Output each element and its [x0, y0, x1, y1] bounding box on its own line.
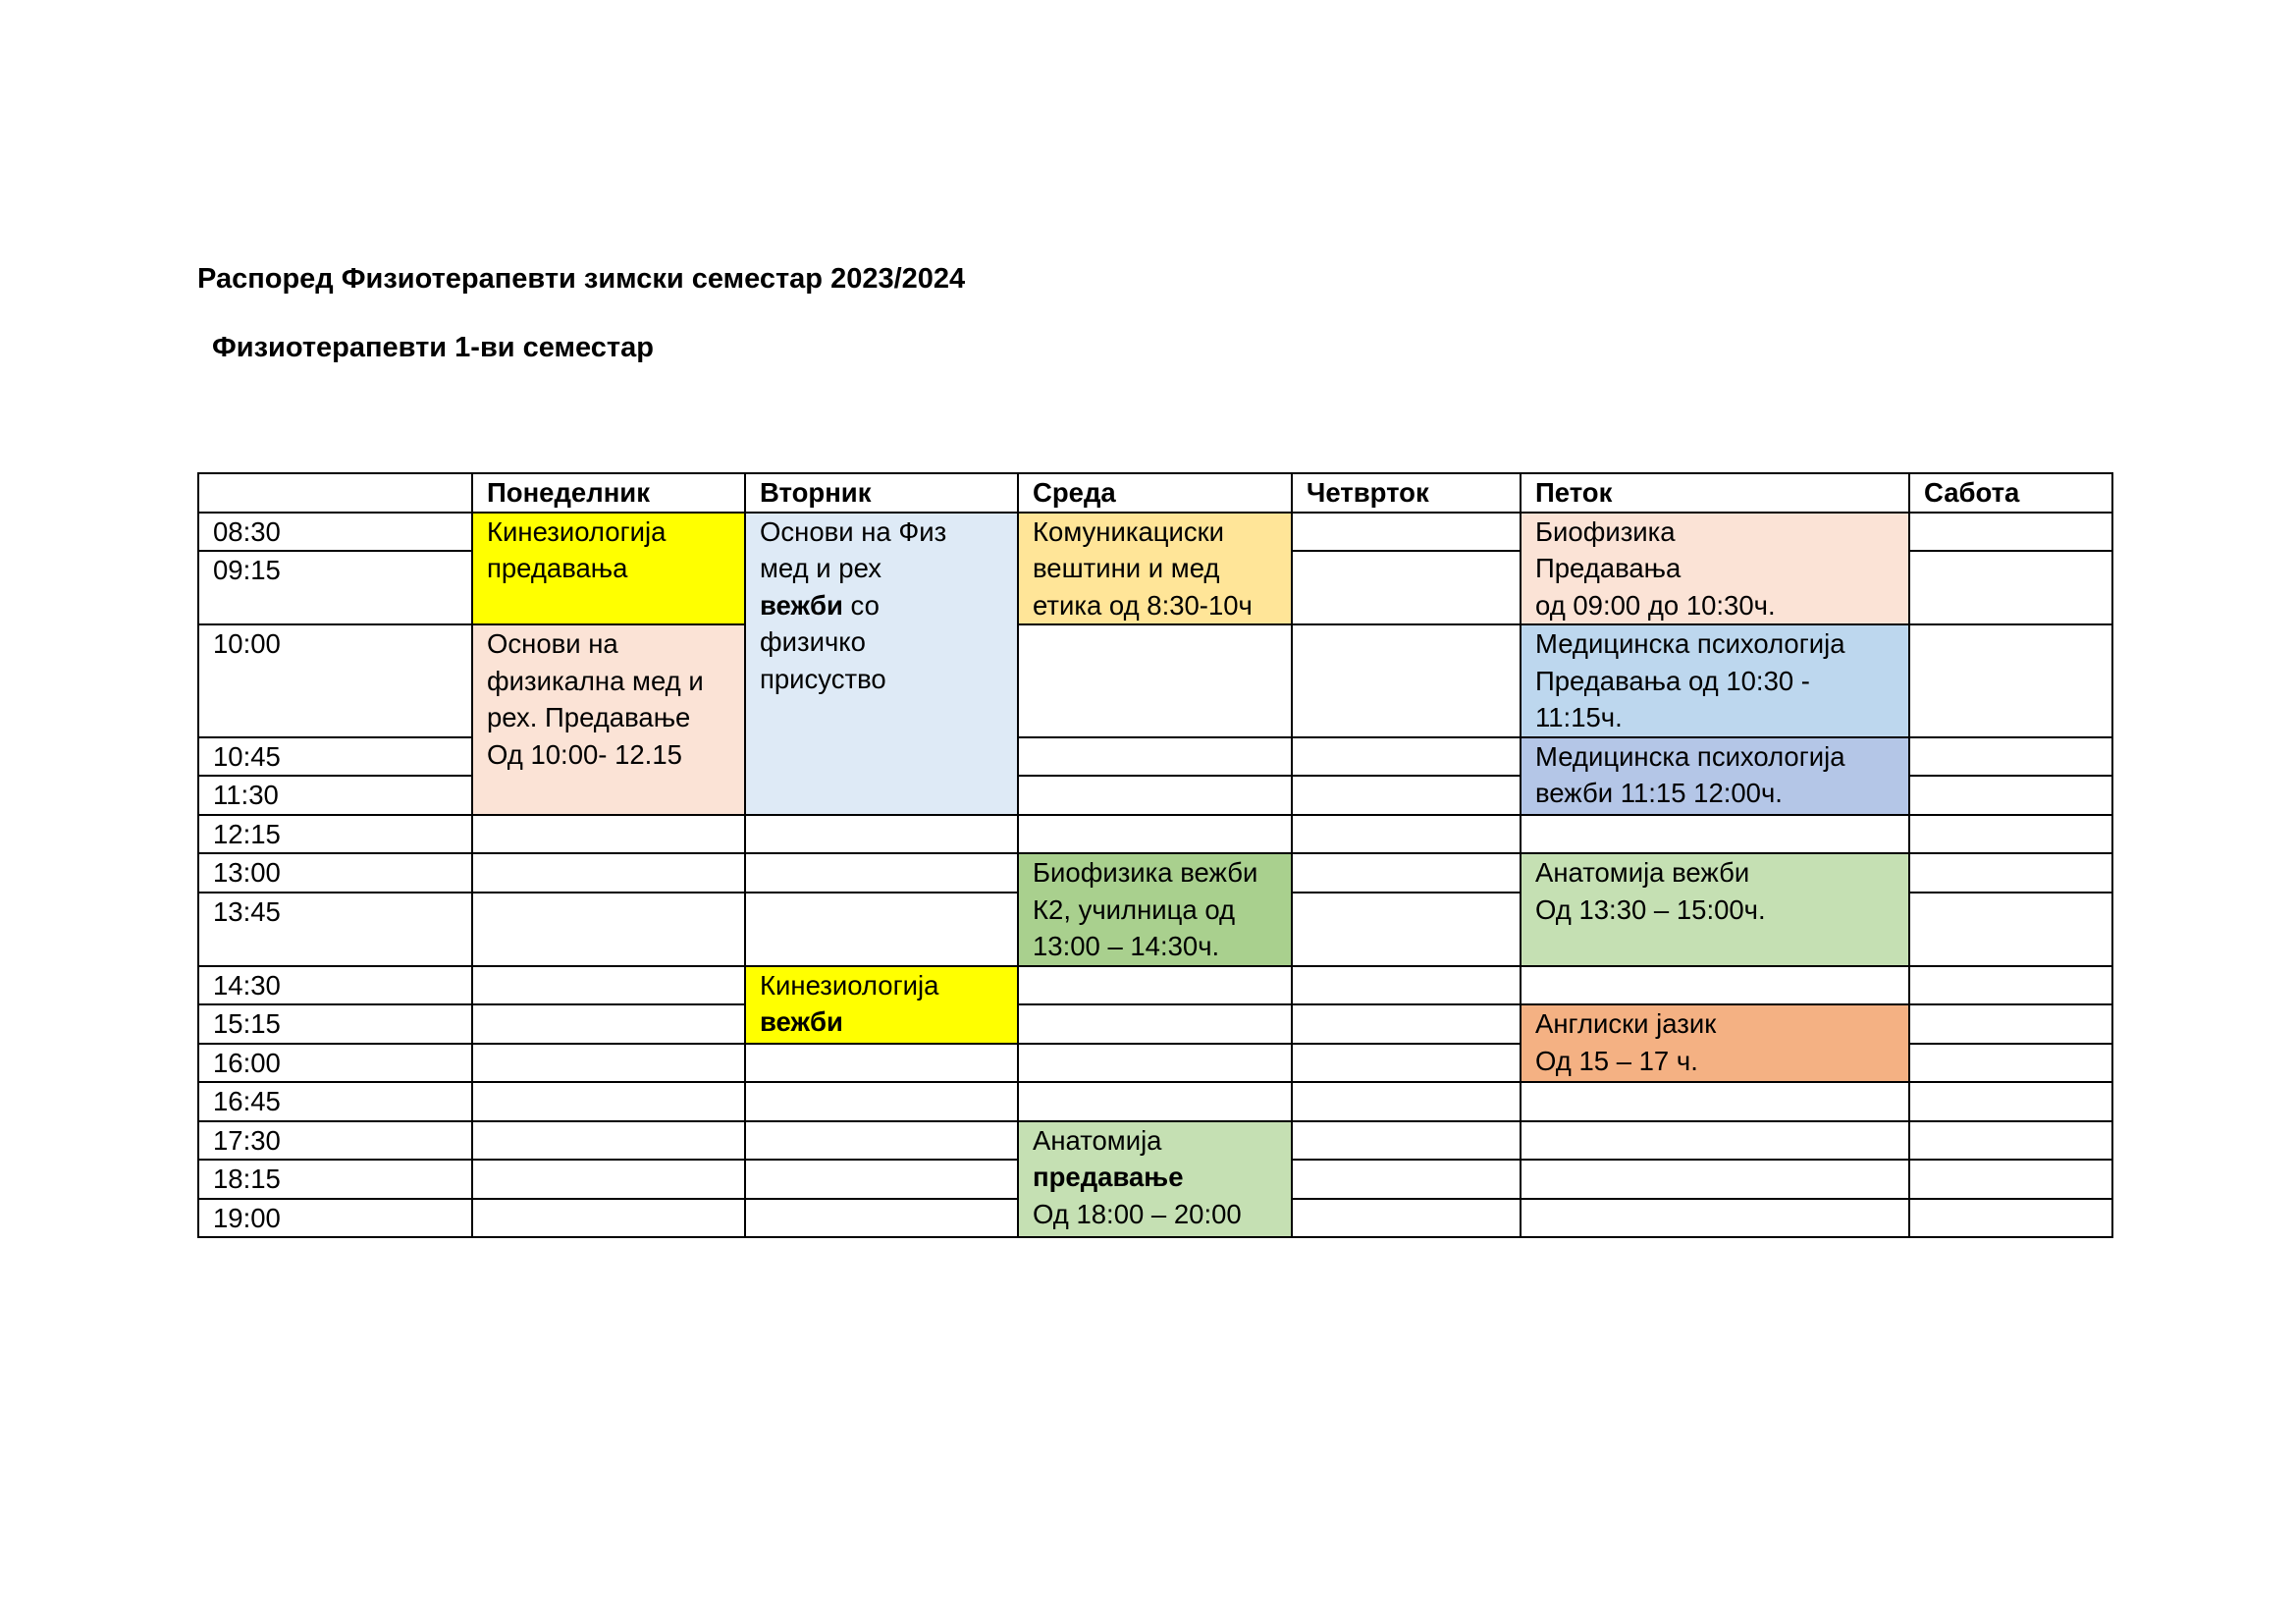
- empty-cell: [1521, 815, 1909, 854]
- event-text: Од 13:30 – 15:00ч.: [1535, 893, 1766, 925]
- empty-cell: [472, 815, 745, 854]
- empty-cell: [1909, 1082, 2112, 1121]
- empty-cell: [1292, 893, 1521, 966]
- header-day: Понеделник: [472, 473, 745, 513]
- empty-cell: [1909, 1160, 2112, 1199]
- event-text: Биофизика: [1535, 515, 1676, 547]
- event-wed-komunikaciski: [1018, 513, 1292, 625]
- empty-cell: [1909, 1044, 2112, 1083]
- event-mon-kinesiology-lecture: [472, 513, 745, 625]
- empty-cell: [1018, 624, 1292, 737]
- event-text: Кинезиологија: [760, 969, 939, 1001]
- event-text: Од 10:00- 12.15: [487, 738, 682, 770]
- event-text: [1033, 1159, 1291, 1196]
- empty-cell: [1292, 1004, 1521, 1044]
- event-text: мед и рех: [760, 553, 882, 583]
- empty-cell: [1292, 1199, 1521, 1238]
- event-text: етика од 8:30-10ч: [1033, 589, 1253, 621]
- empty-cell: [1909, 1121, 2112, 1161]
- empty-cell: [1292, 513, 1521, 552]
- time-cell: 14:30: [198, 966, 472, 1005]
- empty-cell: [1909, 737, 2112, 777]
- event-fri-angliski: [1521, 1004, 1909, 1082]
- event-text: со: [842, 589, 880, 621]
- empty-cell: [745, 1044, 1018, 1083]
- empty-cell: [1909, 815, 2112, 854]
- event-text: К2, училница од: [1033, 893, 1236, 925]
- time-cell: 13:45: [198, 893, 472, 966]
- empty-cell: [472, 1121, 745, 1161]
- empty-cell: [1292, 1044, 1521, 1083]
- table-row: [198, 513, 2112, 552]
- event-text: Од 15 – 17 ч.: [1535, 1045, 1698, 1076]
- event-text: [760, 587, 1017, 624]
- empty-cell: [472, 1082, 745, 1121]
- event-fri-biofizika-lecture: [1521, 513, 1909, 625]
- event-text: Медицинска психологија: [1535, 740, 1845, 772]
- time-cell: 17:30: [198, 1121, 472, 1161]
- empty-cell: [1292, 776, 1521, 815]
- table-row: [198, 1121, 2112, 1161]
- empty-cell: [1909, 966, 2112, 1005]
- empty-cell: [472, 893, 745, 966]
- event-tue-kinesiology-vezbi: [745, 966, 1018, 1044]
- event-text: вежби 11:15 12:00ч.: [1535, 778, 1783, 808]
- header-day: Сабота: [1909, 473, 2112, 513]
- header-day: Петок: [1521, 473, 1909, 513]
- event-text: рех. Предавање: [487, 702, 691, 732]
- event-text: Медицинска психологија: [1535, 628, 1845, 659]
- empty-cell: [1018, 966, 1292, 1005]
- table-row: [198, 966, 2112, 1005]
- time-cell: 12:15: [198, 815, 472, 854]
- event-text: Предавања од 10:30 -: [1535, 665, 1810, 696]
- time-cell: 18:15: [198, 1160, 472, 1199]
- empty-cell: [745, 853, 1018, 893]
- empty-cell: [1018, 737, 1292, 777]
- empty-cell: [1909, 893, 2112, 966]
- table-row: [198, 1004, 2112, 1044]
- time-cell: 16:00: [198, 1044, 472, 1083]
- event-text: Предавања: [1535, 553, 1682, 583]
- time-cell: 15:15: [198, 1004, 472, 1044]
- event-text: Анатомија вежби: [1535, 857, 1750, 888]
- header-time-corner: [198, 473, 472, 513]
- empty-cell: [1292, 1082, 1521, 1121]
- event-text: присуство: [760, 663, 886, 694]
- empty-cell: [1521, 966, 1909, 1005]
- document-title: Распоред Физиотерапевти зимски семестар 2023/2024: [197, 263, 966, 295]
- event-text: [760, 1003, 1017, 1041]
- empty-cell: [1909, 551, 2112, 624]
- event-text: Од 18:00 – 20:00: [1033, 1198, 1242, 1229]
- event-fri-med-psih-vezbi: [1521, 737, 1909, 815]
- header-day: Среда: [1018, 473, 1292, 513]
- event-text: Биофизика вежби: [1033, 857, 1258, 888]
- time-cell: 13:00: [198, 853, 472, 893]
- empty-cell: [1521, 1082, 1909, 1121]
- table-row: [198, 624, 2112, 737]
- empty-cell: [745, 815, 1018, 854]
- table-row: [198, 853, 2112, 893]
- empty-cell: [1909, 1004, 2112, 1044]
- empty-cell: [745, 893, 1018, 966]
- event-text: 13:00 – 14:30ч.: [1033, 931, 1220, 961]
- event-text-bold: вежби: [760, 589, 843, 621]
- event-fri-anatomija-vezbi: [1521, 853, 1909, 966]
- schedule-table: [197, 472, 2113, 1238]
- event-text: вештини и мед: [1033, 553, 1220, 583]
- empty-cell: [1292, 551, 1521, 624]
- empty-cell: [1909, 776, 2112, 815]
- empty-cell: [1292, 853, 1521, 893]
- empty-cell: [1018, 1044, 1292, 1083]
- time-cell: 11:30: [198, 776, 472, 815]
- event-text: Комуникациски: [1033, 515, 1225, 547]
- empty-cell: [1018, 815, 1292, 854]
- empty-cell: [1018, 776, 1292, 815]
- empty-cell: [1292, 815, 1521, 854]
- empty-cell: [1909, 853, 2112, 893]
- empty-cell: [1909, 1199, 2112, 1238]
- header-day: Четврток: [1292, 473, 1521, 513]
- table-row: [198, 1082, 2112, 1121]
- event-tue-osnovi-vezbi: [745, 513, 1018, 815]
- empty-cell: [1292, 737, 1521, 777]
- event-wed-anatomija-lecture: [1018, 1121, 1292, 1238]
- event-text: предавања: [487, 553, 628, 583]
- event-fri-med-psih-lecture: [1521, 624, 1909, 737]
- empty-cell: [745, 1082, 1018, 1121]
- event-text: физичко: [760, 626, 866, 657]
- event-text-bold: предавање: [1033, 1162, 1184, 1192]
- empty-cell: [1292, 1160, 1521, 1199]
- empty-cell: [1521, 1121, 1909, 1161]
- time-cell: 08:30: [198, 513, 472, 552]
- event-text: Кинезиологија: [487, 515, 667, 547]
- event-text: физикална мед и: [487, 665, 704, 696]
- empty-cell: [1292, 624, 1521, 737]
- event-text: Основи на Физ: [760, 515, 947, 547]
- event-wed-biofizika-vezbi: [1018, 853, 1292, 966]
- empty-cell: [1521, 1160, 1909, 1199]
- event-mon-osnovi-lecture: [472, 624, 745, 815]
- event-text: од 09:00 до 10:30ч.: [1535, 589, 1776, 621]
- empty-cell: [1292, 966, 1521, 1005]
- event-text: Основи на: [487, 628, 618, 659]
- empty-cell: [1521, 1199, 1909, 1238]
- document-subtitle: Физиотерапевти 1-ви семестар: [212, 332, 654, 363]
- empty-cell: [472, 1044, 745, 1083]
- empty-cell: [472, 853, 745, 893]
- empty-cell: [745, 1199, 1018, 1238]
- empty-cell: [472, 1004, 745, 1044]
- empty-cell: [1909, 624, 2112, 737]
- event-text: Англиски јазик: [1535, 1008, 1717, 1039]
- time-cell: 19:00: [198, 1199, 472, 1238]
- time-cell: 16:45: [198, 1082, 472, 1121]
- empty-cell: [1018, 1082, 1292, 1121]
- empty-cell: [472, 1199, 745, 1238]
- empty-cell: [1909, 513, 2112, 552]
- time-cell: 09:15: [198, 551, 472, 624]
- empty-cell: [1018, 1004, 1292, 1044]
- empty-cell: [745, 1121, 1018, 1161]
- empty-cell: [1292, 1121, 1521, 1161]
- event-text: 11:15ч.: [1535, 702, 1623, 732]
- empty-cell: [472, 1160, 745, 1199]
- time-cell: 10:45: [198, 737, 472, 777]
- time-cell: 10:00: [198, 624, 472, 737]
- header-row: [198, 473, 2112, 513]
- header-day: Вторник: [745, 473, 1018, 513]
- table-row: [198, 815, 2112, 854]
- event-text: Анатомија: [1033, 1124, 1162, 1156]
- event-text-bold: вежби: [760, 1006, 843, 1037]
- empty-cell: [745, 1160, 1018, 1199]
- empty-cell: [472, 966, 745, 1005]
